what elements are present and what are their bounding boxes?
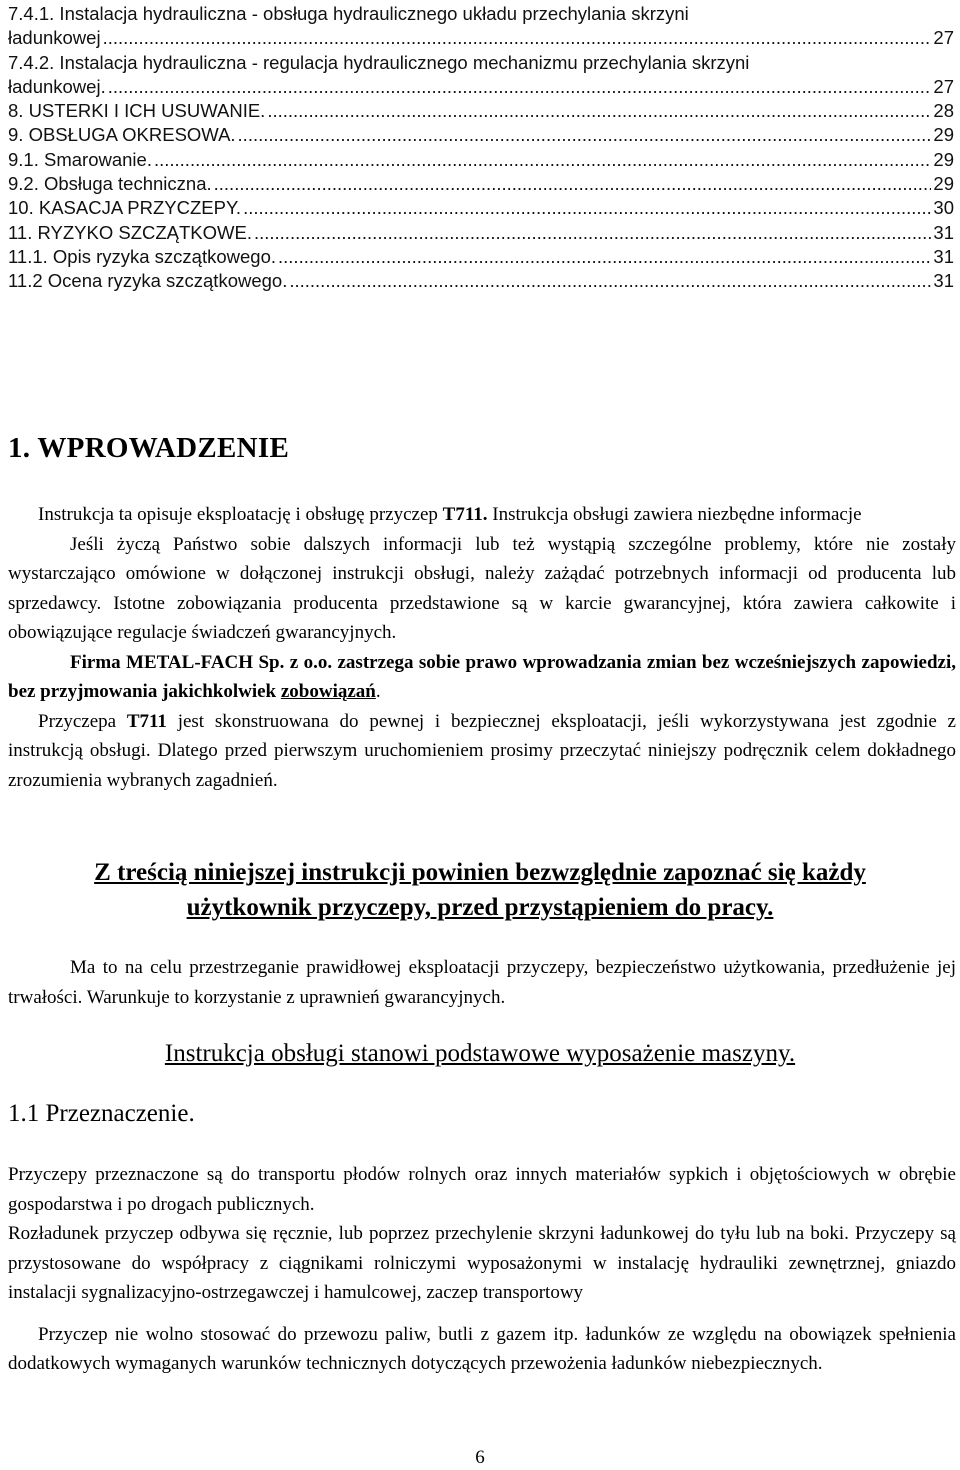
text-span: Instrukcja ta opisuje eksploatację i obsługę przyczep (38, 504, 443, 525)
toc-item-text: 9. OBSŁUGA OKRESOWA. (8, 124, 236, 146)
toc-item-text: 8. USTERKI I ICH USUWANIE. (8, 100, 266, 122)
toc-leader-dots (108, 75, 932, 99)
intro-paragraph-2: Jeśli życzą Państwo sobie dalszych informacji lub też wystąpią szczególne problemy, które nie zostały wystarczająco omówione w dołączonej instrukcji obsługi, należy zażądać potrzebnych informacji od producenta lub sprzedawcy. Istotne zobowiązania producenta przedstawione są w karcie gwarancyjnej, która zawiera całkowite i obowiązujące regulacje świadczeń gwarancyjnych. (8, 533, 956, 643)
table-of-contents (8, 2, 954, 294)
toc-item-7-4-2-cont[interactable] (8, 75, 954, 99)
toc-leader-dots (243, 196, 931, 220)
toc-item[interactable] (8, 99, 954, 123)
toc-page-number: 31 (933, 221, 954, 243)
toc-item-text: 9.1. Smarowanie. (8, 148, 152, 170)
toc-leader-dots (214, 172, 932, 196)
toc-item-text: 11.1. Opis ryzyka szczątkowego. (8, 245, 277, 267)
text-span: . (375, 681, 381, 702)
purpose-body (8, 1160, 956, 1379)
text-span: jest skonstruowana do pewnej i bezpiecznej eksploatacji, jeśli wykorzystywana jest zgodnie z instrukcją obsługi. Dlatego przed pierwszym uruchomieniem prosimy przeczytać niniejszy podręcznik celem dokładnego zrozumienia wybranych zagadnień. (8, 710, 956, 791)
toc-page-number: 27 (933, 27, 954, 49)
toc-item-text: 9.2. Obsługa techniczna. (8, 173, 212, 195)
purpose-paragraph-2: Rozładunek przyczep odbywa się ręcznie, lub poprzez przechylenie skrzyni ładunkowej do tyłu lub na boki. Przyczepy są przystosowane do współpracy z ciągnikami rolniczymi wyposażonymi w instalację hydrauliki zewnętrznej, gniazdo instalacji sygnalizacyjno-ostrzegawczej i hamulcowej, zaczep transportowy (8, 1223, 956, 1303)
toc-leader-dots (254, 221, 931, 245)
toc-page-number: 28 (933, 100, 954, 122)
toc-page-number: 31 (933, 270, 954, 292)
toc-item-text: 7.4.2. Instalacja hydrauliczna - regulacja hydraulicznego mechanizmu przechylania skrzyni (8, 51, 750, 73)
model-name: T711. (442, 504, 488, 525)
disclaimer-text: Firma METAL-FACH Sp. z o.o. zastrzega sobie prawo wprowadzania zmian bez wcześniejszych zapowiedzi, bez przyjmowania jakichkolwiek (8, 651, 956, 702)
toc-item-text: 11. RYZYKO SZCZĄTKOWE. (8, 221, 252, 243)
text-span: Instrukcja obsługi zawiera niezbędne informacje (487, 504, 862, 525)
toc-item-7-4-2[interactable] (8, 51, 954, 75)
section-heading-purpose: 1.1 Przeznaczenie. (8, 1100, 195, 1127)
toc-item[interactable] (8, 148, 954, 172)
introduction-body (8, 500, 956, 795)
warning-line-1: Z treścią niniejszej instrukcji powinien bezwzględnie zapoznać się każdy (94, 859, 866, 886)
purpose-paragraph-3: Przyczep nie wolno stosować do przewozu paliw, butli z gazem itp. ładunków ze względu na obowiązek spełnienia dodatkowych wymaganych warunków technicznych dotyczących przewożenia ładunków niebezpiecznych. (8, 1323, 956, 1374)
toc-item[interactable] (8, 245, 954, 269)
purpose-paragraph-block (8, 953, 956, 1012)
intro-paragraph-4 (8, 707, 956, 796)
toc-item-7-4-1-cont[interactable] (8, 26, 954, 50)
toc-item-7-4-1[interactable] (8, 2, 954, 26)
toc-page-number: 29 (933, 124, 954, 146)
purpose-paragraph-1: Przyczepy przeznaczone są do transportu płodów rolnych oraz innych materiałów sypkich i objętościowych w obrębie gospodarstwa i po drogach publicznych. (8, 1164, 956, 1215)
disclaimer-underlined: zobowiązań (280, 681, 376, 702)
intro-paragraph-5: Ma to na celu przestrzeganie prawidłowej eksploatacji przyczepy, bezpieczeństwo użytkowania, przedłużenie jej trwałości. Warunkuje to korzystanie z uprawnień gwarancyjnych. (8, 957, 956, 1008)
equipment-note: Instrukcja obsługi stanowi podstawowe wyposażenie maszyny. (164, 1040, 796, 1067)
toc-item-text: 10. KASACJA PRZYCZEPY. (8, 197, 242, 219)
toc-page-number: 29 (933, 148, 954, 170)
toc-item-text: 11.2 Ocena ryzyka szczątkowego. (8, 270, 288, 292)
page-number: 6 (475, 1447, 485, 1468)
toc-leader-dots (154, 148, 931, 172)
toc-item[interactable] (8, 123, 954, 147)
model-name: T711 (126, 710, 167, 732)
warning-line-2: użytkownik przyczepy, przed przystąpieniem do pracy. (186, 894, 774, 921)
warning-notice (0, 855, 960, 925)
toc-leader-dots (238, 123, 932, 147)
toc-item-text: 7.4.1. Instalacja hydrauliczna - obsługa hydraulicznego układu przechylania skrzyni (8, 3, 689, 24)
toc-leader-dots (103, 26, 932, 50)
toc-leader-dots (289, 269, 931, 293)
toc-page-number: 29 (933, 173, 954, 195)
toc-item-text: ładunkowej (8, 27, 101, 49)
toc-page-number: 30 (933, 197, 954, 219)
toc-item-text: ładunkowej. (8, 75, 106, 97)
intro-paragraph-1 (8, 500, 956, 530)
toc-item[interactable] (8, 269, 954, 293)
text-span: Przyczepa (38, 710, 127, 732)
toc-leader-dots (278, 245, 931, 269)
toc-page-number: 27 (933, 75, 954, 97)
section-heading-introduction: 1. WPROWADZENIE (8, 432, 290, 464)
intro-paragraph-3 (8, 648, 956, 707)
toc-page-number: 31 (933, 245, 954, 267)
toc-item[interactable] (8, 196, 954, 220)
toc-leader-dots (267, 99, 931, 123)
toc-item[interactable] (8, 172, 954, 196)
toc-item[interactable] (8, 221, 954, 245)
